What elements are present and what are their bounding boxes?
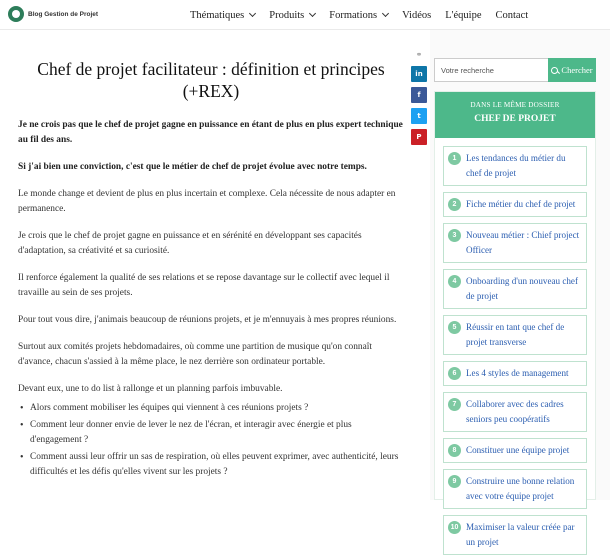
facebook-share-button[interactable]: f [411, 87, 427, 103]
dossier-item-link[interactable]: Les tendances du métier du chef de projet [466, 153, 566, 178]
dossier-item[interactable] [443, 392, 587, 432]
item-number: 10 [448, 521, 461, 534]
dossier-list [435, 138, 595, 555]
twitter-share-button[interactable]: t [411, 108, 427, 124]
site-header [0, 0, 610, 30]
item-number: 4 [448, 275, 461, 288]
share-bar [411, 47, 427, 145]
list-item: • Comment leur donner envie de lever le nez de l'écran, et interagir avec énergie et plus d'engagement ? [18, 418, 404, 448]
dossier-item-link[interactable]: Nouveau métier : Chief project Officer [466, 230, 580, 255]
dossier-item-link[interactable]: Onboarding d'un nouveau chef de projet [466, 276, 578, 301]
body-paragraph: Devant eux, une to do list à rallonge et un planning parfois imbuvable. [18, 384, 283, 394]
dossier-item-link[interactable]: Les 4 styles de management [466, 368, 569, 378]
intro-paragraph: Je ne crois pas que le chef de projet gagne en puissance en étant de plus en plus expert technique au fil des ans. [18, 120, 403, 145]
intro-paragraph: Si j'ai bien une conviction, c'est que le métier de chef de projet évolue avec notre temps. [18, 162, 367, 172]
dossier-item[interactable] [443, 469, 587, 509]
search-form [434, 58, 596, 82]
body-paragraph: Je crois que le chef de projet gagne en puissance et en sérénité en développant ses capacités d'adaptation, sa créativité et sa curiosité. [18, 231, 362, 256]
item-number: 1 [448, 152, 461, 165]
item-number: 7 [448, 398, 461, 411]
dossier-item[interactable] [443, 192, 587, 217]
list-item: • Alors comment mobiliser les équipes qui viennent à ces réunions projets ? [18, 401, 404, 416]
nav-item-produits[interactable] [269, 10, 315, 21]
dossier-item[interactable] [443, 146, 587, 186]
item-number: 2 [448, 198, 461, 211]
search-button[interactable] [548, 58, 596, 82]
dossier-item-link[interactable]: Fiche métier du chef de projet [466, 199, 576, 209]
item-number: 6 [448, 367, 461, 380]
nav-item-formations[interactable] [329, 10, 388, 21]
dossier-header [435, 92, 595, 138]
body-paragraph: Le monde change et devient de plus en plus incertain et complexe. Cela nécessite de nous adapter en permanence. [18, 189, 396, 214]
question-list [18, 401, 404, 480]
main-nav [190, 0, 542, 30]
nav-label: L'équipe [445, 9, 482, 21]
dossier-item[interactable] [443, 269, 587, 309]
page-title: Chef de projet facilitateur : définition et principes (+REX) [37, 59, 385, 101]
nav-label: Vidéos [402, 9, 432, 21]
dossier-item[interactable] [443, 315, 587, 355]
dossier-item[interactable] [443, 223, 587, 263]
linkedin-share-button[interactable]: in [411, 66, 427, 82]
share-icon: ⚭ [415, 49, 423, 59]
pinterest-share-button[interactable]: P [411, 129, 427, 145]
dossier-item-link[interactable]: Collaborer avec des cadres seniors peu coopératifs [466, 399, 564, 424]
body-paragraph: Il renforce également la qualité de ses relations et se repose davantage sur le collectif avec lequel il travaille au sein de ses projets. [18, 273, 390, 298]
body-paragraph: Pour tout vous dire, j'animais beaucoup de réunions projets, et je m'ennuyais à mes propres réunions. [18, 315, 397, 325]
nav-label: Formations [329, 9, 378, 21]
nav-item-videos[interactable] [402, 10, 431, 21]
chevron-down-icon [249, 10, 256, 17]
dossier-item-link[interactable]: Maximiser la valeur créée par un projet [466, 522, 575, 547]
related-dossier [434, 91, 596, 547]
logo-icon [8, 6, 24, 22]
dossier-item-link[interactable]: Constituer une équipe projet [466, 445, 570, 455]
item-number: 5 [448, 321, 461, 334]
search-button-label: Chercher [561, 65, 593, 75]
dossier-title: CHEF DE PROJET [474, 114, 556, 124]
search-input[interactable] [434, 58, 548, 82]
dossier-item-link[interactable]: Réussir en tant que chef de projet transverse [466, 322, 565, 347]
search-icon [551, 67, 558, 74]
nav-item-contact[interactable] [496, 10, 529, 21]
item-number: 9 [448, 475, 461, 488]
dossier-kicker: DANS LE MÊME DOSSIER [470, 101, 560, 109]
nav-label: Contact [495, 9, 529, 21]
logo-text: Blog Gestion de Projet [28, 10, 99, 18]
nav-item-thematiques[interactable] [190, 10, 255, 21]
nav-item-equipe[interactable] [445, 10, 481, 21]
dossier-item-link[interactable]: Construire une bonne relation avec votre équipe projet [466, 476, 575, 501]
item-number: 8 [448, 444, 461, 457]
dossier-item[interactable] [443, 361, 587, 386]
nav-label: Thématiques [190, 9, 245, 21]
item-number: 3 [448, 229, 461, 242]
dossier-item[interactable] [443, 438, 587, 463]
dossier-item[interactable] [443, 515, 587, 555]
chevron-down-icon [382, 10, 389, 17]
body-paragraph: Surtout aux comités projets hebdomadaires, où comme une partition de musique qu'on connaît d'avance, chacun s'assied à la même place, le nez derrière son ordinateur portable. [18, 342, 372, 367]
site-logo[interactable] [8, 6, 98, 22]
article [18, 30, 404, 482]
chevron-down-icon [309, 10, 316, 17]
nav-label: Produits [269, 9, 305, 21]
list-item: • Comment aussi leur offrir un sas de respiration, où elles peuvent exprimer, avec authenticité, leurs difficultés et les défis qu'elles vivent sur les projets ? [18, 450, 404, 480]
